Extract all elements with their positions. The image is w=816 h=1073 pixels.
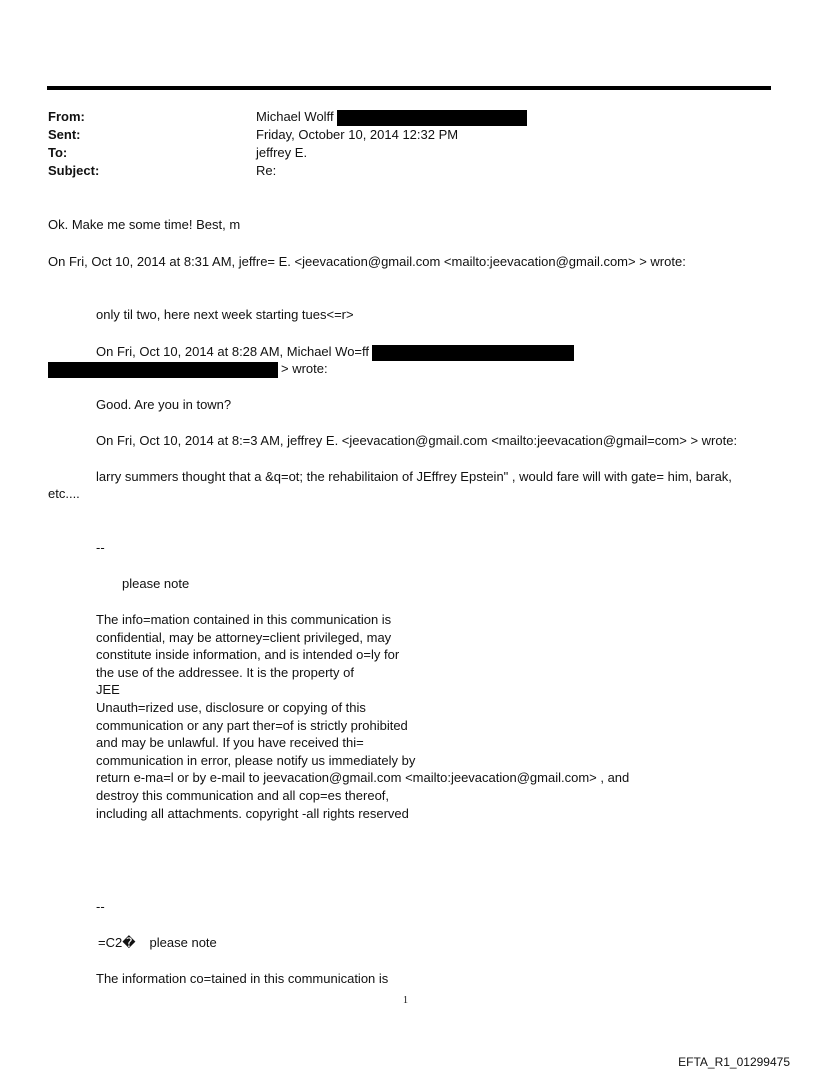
encoding-artifact: =C2� (98, 935, 136, 950)
from-value (256, 108, 527, 126)
disclaimer-line: and may be unlawful. If you have received thi= (96, 735, 364, 751)
wrote-text: > wrote: (281, 361, 328, 376)
disclaimer-line: destroy this communication and all cop=es thereof, (96, 787, 390, 803)
disclaimer-block (96, 611, 629, 822)
disclaimer-line: Unauth=rized use, disclosure or copying of this (96, 699, 366, 715)
to-label: To: (48, 145, 68, 160)
sent-label: Sent: (48, 127, 81, 142)
disclaimer-line: the use of the addressee. It is the property of (96, 664, 354, 680)
page-number: 1 (403, 995, 408, 1006)
body-line-quote-header-2b (48, 360, 328, 378)
body-line-quote-header-1: On Fri, Oct 10, 2014 at 8:31 AM, jeffre= E. <jeevacation@gmail.com <mailto:jeevacation@gmail.com> > wrote: (48, 254, 686, 269)
sent-value: Friday, October 10, 2014 12:32 PM (256, 127, 459, 142)
disclaimer-line: The info=mation contained in this communication is (96, 612, 392, 627)
disclaimer-line: including all attachments. copyright -all rights reserved (96, 805, 409, 821)
body-line-quote-header-3: On Fri, Oct 10, 2014 at 8:=3 AM, jeffrey E. <jeevacation@gmail.com <mailto:jeevacation@gmail=com> > wrote: (96, 433, 738, 448)
please-note-text: please note (149, 935, 217, 950)
body-line-reply-2: only til two, here next week starting tues<=r> (96, 307, 354, 322)
disclaimer-line: JEE (96, 682, 120, 698)
disclaimer-line: communication or any part ther=of is strictly prohibited (96, 717, 408, 733)
body-line-reply: Ok. Make me some time! Best, m (48, 217, 241, 232)
quote-header-2-text: On Fri, Oct 10, 2014 at 8:28 AM, Michael Wo=ff (96, 344, 370, 359)
body-line-quote-header-2 (96, 343, 574, 361)
to-value: jeffrey E. (256, 145, 308, 160)
please-note-heading: please note (122, 576, 190, 591)
from-label: From: (48, 109, 85, 124)
disclaimer-line: confidential, may be attorney=client privileged, may (96, 629, 392, 645)
subject-label: Subject: (48, 163, 100, 178)
body-line-question: Good. Are you in town? (96, 397, 232, 412)
please-note-heading-2 (98, 934, 217, 951)
body-line-summers: larry summers thought that a &q=ot; the rehabilitaion of JEffrey Epstein" , would fare will with gate= him, barak, (96, 469, 732, 484)
disclaimer-line-partial: The information co=tained in this communication is (96, 971, 389, 986)
disclaimer-line: constitute inside information, and is intended o=ly for (96, 647, 400, 663)
bates-number: EFTA_R1_01299475 (678, 1055, 790, 1069)
body-line-etc: etc.... (48, 486, 80, 501)
disclaimer-line: return e-ma=l or by e-mail to jeevacation@gmail.com <mailto:jeevacation@gmail.com> , and (96, 770, 630, 786)
redaction-box (372, 345, 574, 361)
signature-separator-2: -- (96, 899, 105, 914)
subject-value: Re: (256, 163, 277, 178)
redaction-box (48, 362, 278, 378)
signature-separator: -- (96, 540, 105, 555)
header-rule (47, 86, 771, 90)
disclaimer-line: communication in error, please notify us immediately by (96, 752, 416, 768)
redaction-box (337, 110, 527, 126)
from-name: Michael Wolff (256, 109, 334, 124)
